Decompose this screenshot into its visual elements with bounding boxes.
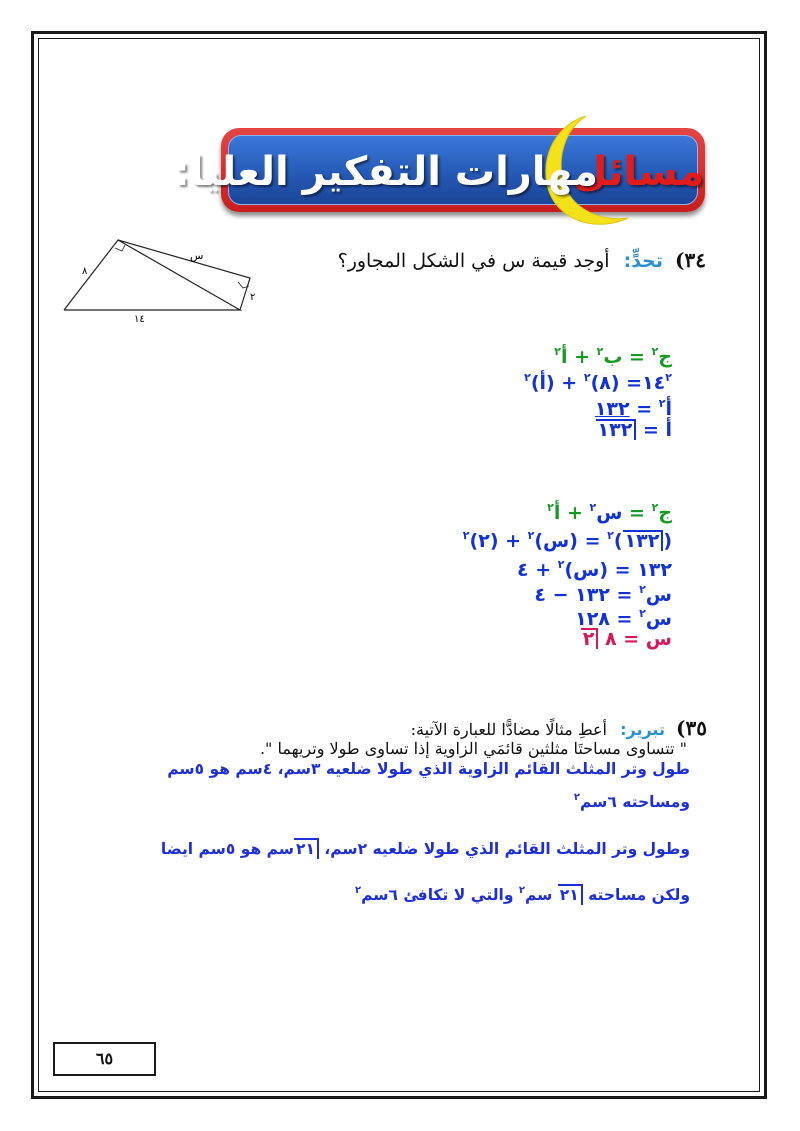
label-s: س xyxy=(190,249,204,262)
answer-line: ومساحته ٦سم$^٢$ xyxy=(573,792,690,811)
banner-title-red: مسائل xyxy=(572,149,704,195)
question-tag: تبرير: xyxy=(620,720,665,739)
answer-line: ولكن مساحته ٢١ سم$^٢$ والتي لا تكافئ ٦سم$^٢$ xyxy=(354,885,690,904)
question-number: ٣٤) xyxy=(675,248,706,272)
question-text: أعطِ مثالًا مضادًّا للعبارة الآتية: xyxy=(410,720,607,739)
math-line: $١٤^٢=$ (٨)$^٢$ + (أ)$^٢$ xyxy=(524,371,672,394)
question-34 xyxy=(338,248,706,272)
math-line: ج$^٢$ = س$^٢$ + أ$^٢$ xyxy=(547,501,672,524)
statement-quote: " تتساوى مساحتَا مثلثين قائمَي الزاوية إذا تساوى طولا وتريهما ". xyxy=(259,739,687,758)
banner-title-white: مهارات التفكير العليا: xyxy=(173,149,598,195)
label-a: ٨ xyxy=(82,266,88,277)
triangle-figure xyxy=(62,234,264,324)
label-d: ٢ xyxy=(250,292,256,303)
math-line: ج$^٢$ = ب$^٢$ + أ$^٢$ xyxy=(554,345,672,368)
page-number: ٦٥ xyxy=(53,1042,156,1076)
math-line: أ$^٢$ = ١٣٢ xyxy=(594,397,672,420)
math-line: ١٣٢ = (س)$^٢$ + ٤ xyxy=(516,558,672,581)
math-line: (١٣٢)$^٢$ = (س)$^٢$ + (٢)$^٢$ xyxy=(462,529,672,552)
math-line: س$^٢$ = ١٣٢ − ٤ xyxy=(534,583,672,606)
answer-line: طول وتر المثلث القائم الزاوية الذي طولا ضلعيه ٣سم، ٤سم هو ٥سم xyxy=(167,760,690,778)
question-35 xyxy=(411,716,707,740)
answer-line: وطول وتر المثلث القائم الذي طولا ضلعيه ٢سم، ٢١سم هو ٥سم ايضا xyxy=(160,840,690,858)
math-line: أ = ١٣٢ xyxy=(597,419,672,441)
question-tag: تحدٍّ: xyxy=(623,250,663,272)
label-c: ١٤ xyxy=(134,314,145,324)
question-text: أوجد قيمة س في الشكل المجاور؟ xyxy=(337,250,610,272)
math-line: س$^٢$ = ١٢٨ xyxy=(575,607,672,630)
math-result: س = ٨ ٢ xyxy=(582,628,672,650)
question-number: ٣٥) xyxy=(676,716,707,740)
